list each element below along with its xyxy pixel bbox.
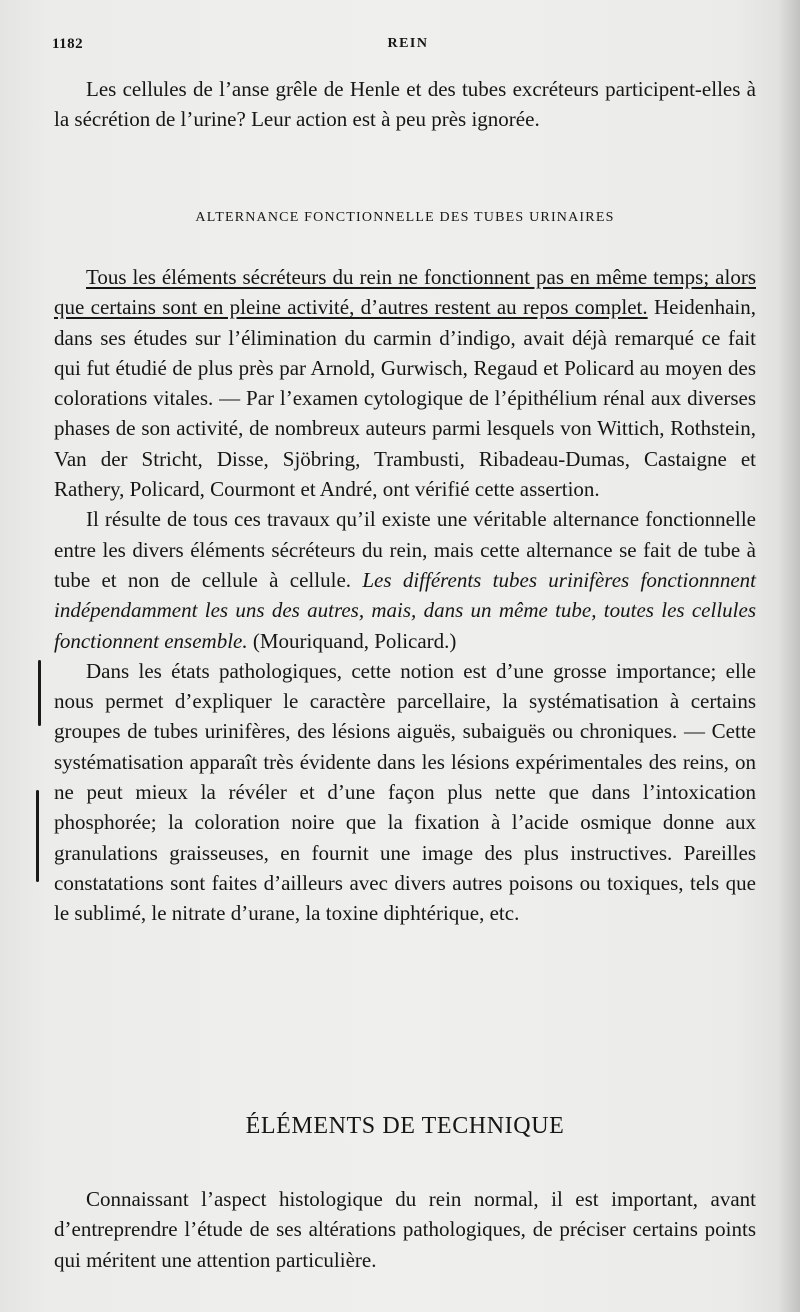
intro-paragraph-text: Les cellules de l’anse grêle de Henle et des tubes excréteurs participent-elles à la sécrétion de l’urine? Leur action est à peu près ignorée. (54, 77, 756, 132)
paragraph-resultats-end: (Mouriquand, Policard.) (247, 628, 457, 653)
paragraph-resultats (54, 504, 756, 655)
margin-annotation-line (36, 790, 39, 882)
paragraph-pathologie: Dans les états pathologiques, cette notion est d’une grosse importance; elle nous permet d’expliquer le caractère parcellaire, la systématisation à certains groupes de tubes urinifères, des lésions aiguës, subaiguës ou chroniques. — Cette systématisation apparaît très évidente dans les lésions expérimentales des reins, on ne peut mieux la révéler et d’une façon plus nette que dans l’intoxication phosphorée; la coloration noire que la fixation à l’acide osmique donne aux granulations graisseuses, en fournit une image des plus instructives. Pareilles constatations sont faites d’ailleurs avec divers autres poisons ou toxiques, tels que le sublimé, le nitrate d’urane, la toxine diphtérique, etc. (54, 658, 756, 926)
section-body (54, 262, 756, 929)
paragraph-alternance (54, 262, 756, 504)
italic-emphasis: Les différents tubes urinifères fonctionnnent indépendamment les uns des autres, mais, dans un même tube, toutes les cellules fonctionnent ensemble. (54, 567, 756, 653)
paragraph-resultats-start: Il résulte de tous ces travaux qu’il existe une véritable alternance fonctionnelle entre les divers éléments sécréteurs du rein, mais cette alternance se fait de tube à tube et non de cellule à cellule. (54, 507, 756, 592)
technique-body (54, 1184, 756, 1275)
page-edge-shadow (778, 0, 800, 1312)
running-head (52, 36, 754, 58)
technique-heading: ÉLÉMENTS DE TECHNIQUE (245, 1113, 565, 1139)
section-title: ALTERNANCE FONCTIONNELLE DES TUBES URINAIRES (195, 210, 615, 225)
underlined-statement: Tous les éléments sécréteurs du rein ne fonctionnent pas en même temps; alors que certains sont en pleine activité, d’autres restent au repos complet. (54, 265, 756, 320)
margin-annotation-line (38, 660, 41, 726)
technique-paragraph: Connaissant l’aspect histologique du rein normal, il est important, avant d’entreprendre l’étude de ses altérations pathologiques, de préciser certains points qui méritent une attention particulière. (54, 1187, 756, 1272)
intro-paragraph (54, 74, 756, 135)
page-number: 1182 (52, 36, 84, 52)
paragraph-alternance-rest: Heidenhain, dans ses études sur l’élimination du carmin d’indigo, avait déjà remarqué ce fait qui fut étudié de plus près par Arnold, Gurwisch, Regaud et Policard au moyen des colorations vitales. — Par l’examen cytologique de l’épithélium rénal aux diverses phases de son activité, de nombreux auteurs parmi lesquels von Wittich, Rothstein, Van der Stricht, Disse, Sjöbring, Trambusti, Ribadeau-Dumas, Castaigne et Rathery, Policard, Courmont et André, ont vérifié cette assertion. (54, 295, 757, 502)
running-title: REIN (387, 36, 429, 51)
